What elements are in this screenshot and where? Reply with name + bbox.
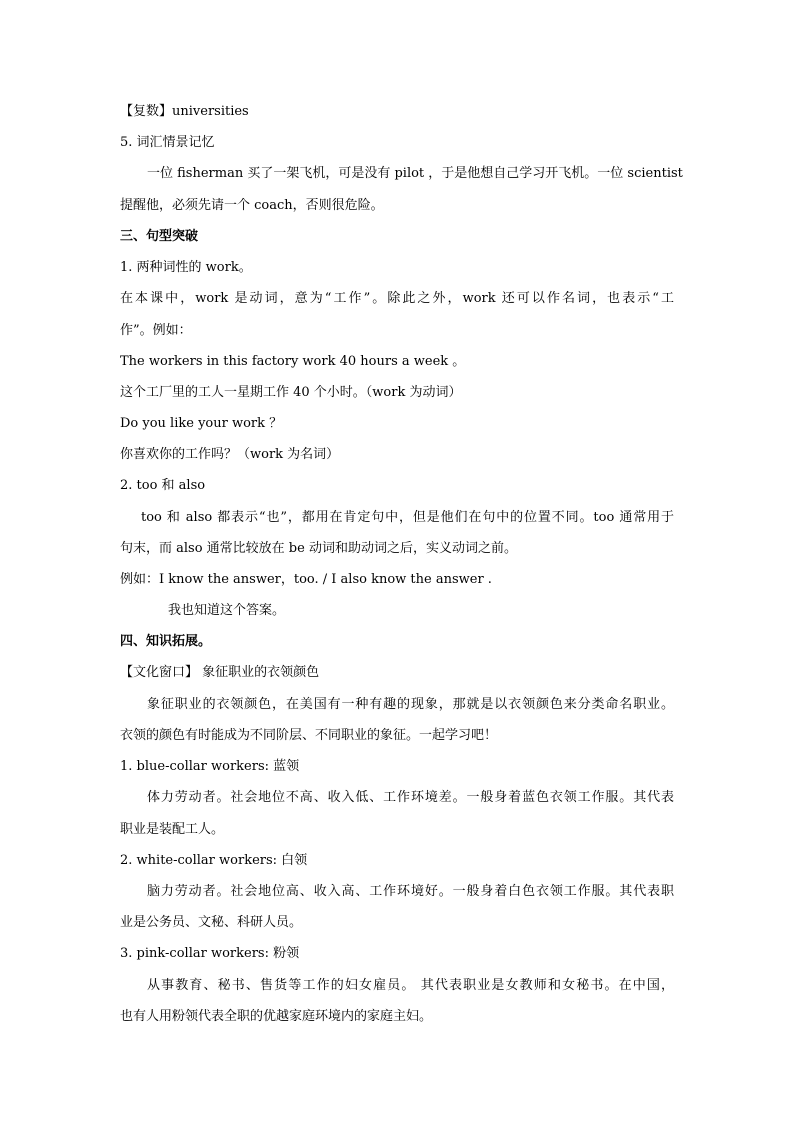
example-sentence: 例如：I know the answer，too. / I also know the answer . [120, 572, 492, 587]
list-item-pink-collar: 3. pink-collar workers: 粉领 [120, 946, 300, 961]
paragraph-line: 衣领的颜色有时能成为不同阶层、不同职业的象征。一起学习吧！ [120, 728, 498, 743]
paragraph-line: 一位 fisherman 买了一架飞机，可是没有 pilot ，于是他想自己学习开飞机。一位 scientist [147, 166, 683, 181]
example-sentence: Do you like your work ？ [120, 416, 283, 431]
section-heading-extension: 四、知识拓展。 [120, 634, 212, 649]
example-sentence: The workers in this factory work 40 hours a week 。 [120, 354, 466, 369]
paragraph-line: 从事教育、秘书、售货等工作的妇女雇员。 其代表职业是女教师和女秘书。在中国， [147, 978, 674, 993]
example-translation: 我也知道这个答案。 [168, 603, 286, 618]
paragraph-line: 也有人用粉领代表全职的优越家庭环境内的家庭主妇。 [120, 1009, 433, 1024]
section-heading-sentence: 三、句型突破 [120, 229, 199, 244]
plural-note: 【复数】universities [120, 104, 249, 119]
list-item-white-collar: 2. white-collar workers: 白领 [120, 853, 308, 868]
section-heading-vocab-memory: 5. 词汇情景记忆 [120, 135, 215, 150]
paragraph-line: 职业是装配工人。 [120, 822, 225, 837]
paragraph-line: 脑力劳动者。社会地位高、收入高、工作环境好。一般身着白色衣领工作服。其代表职 [147, 884, 674, 899]
paragraph-line: 业是公务员、文秘、科研人员。 [120, 915, 303, 930]
subheading-work: 1. 两种词性的 work。 [120, 260, 252, 275]
culture-window-title: 【文化窗口】 象征职业的衣领颜色 [120, 665, 320, 680]
example-translation: 这个工厂里的工人一星期工作 40 个小时。（work 为动词） [120, 385, 462, 400]
paragraph-line: 作”。例如： [120, 323, 192, 338]
paragraph-line: 体力劳动者。社会地位不高、收入低、工作环境差。一般身着蓝色衣领工作服。其代表 [147, 790, 674, 805]
list-item-blue-collar: 1. blue-collar workers: 蓝领 [120, 759, 300, 774]
paragraph-line: 句末，而 also 通常比较放在 be 动词和助动词之后，实义动词之前。 [120, 541, 517, 556]
paragraph-line: 提醒他，必须先请一个 coach，否则很危险。 [120, 198, 384, 213]
paragraph-line: too 和 also 都表示“也”，都用在肯定句中，但是他们在句中的位置不同。too 通常用于 [141, 510, 674, 525]
subheading-too-also: 2. too 和 also [120, 478, 206, 493]
paragraph-line: 象征职业的衣领颜色，在美国有一种有趣的现象，那就是以衣领颜色来分类命名职业。 [147, 697, 674, 712]
paragraph-line: 在本课中，work 是动词，意为“工作”。除此之外，work 还可以作名词，也表示“工 [120, 291, 674, 306]
example-translation: 你喜欢你的工作吗？（work 为名词） [120, 447, 340, 462]
